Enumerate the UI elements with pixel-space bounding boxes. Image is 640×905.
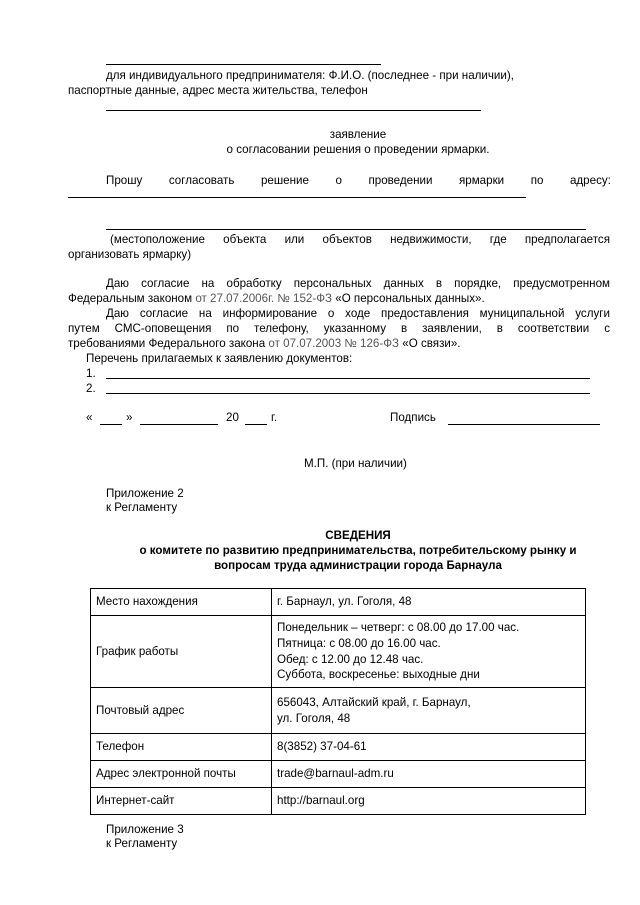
row-key: Почтовый адрес [91,688,272,734]
row-value-line: Пятница: с 08.00 до 16.00 час. [277,636,441,650]
request-word: решение [260,174,309,187]
law-reference: от 27.07.2006г. № 152-ФЗ [195,292,333,305]
row-value-line: г. Барнаул, ул. Гоголя, 48 [277,595,412,609]
row-value [272,589,586,616]
appendix2-line1: Приложение 2 [106,487,184,500]
appendix3-line2: к Регламенту [106,837,178,850]
row-value [272,788,586,815]
row-value-line: 8(3852) 37-04-61 [277,740,367,754]
document-item-number: 2. [86,382,96,395]
request-word: по [530,174,544,187]
appendix2-line2: к Регламенту [106,501,178,514]
documents-heading: Перечень прилагаемых к заявлению документов: [86,352,353,365]
table-row [91,616,586,688]
request-line [106,173,611,188]
row-value-line: Суббота, воскресенье: выходные дни [277,668,480,682]
request-word: ярмарки [458,174,505,187]
stamp-note: М.П. (при наличии) [304,457,407,470]
request-word: о [335,174,342,187]
row-value [272,761,586,788]
date-year-suffix: г. [271,411,278,424]
website-link[interactable]: http://barnaul.org [277,794,365,808]
document-item-line [106,378,590,379]
law-reference: от 07.07.2003 № 126-ФЗ [268,337,400,350]
table-row [91,589,586,616]
date-close-quote: » [126,411,133,424]
request-word: адресу: [569,174,611,187]
request-word: Прошу [106,174,143,187]
document-item-line [106,393,590,394]
row-value [272,734,586,761]
applicant-caption-line2: паспортные данные, адрес места жительства, телефон [68,84,368,97]
row-key: Адрес электронной почты [91,761,272,788]
consent-info-line2: путем СМС-оповещения по телефону, указанному в заявлении, в соответствии с [68,322,610,335]
request-word: согласовать [168,174,235,187]
law-title: «О персональных данных». [335,292,485,305]
signature-line [448,424,600,425]
location-note-line1: (местоположение объекта или объектов недвижимости, где предполагается [110,233,610,246]
statement-title: заявление [329,128,387,141]
row-value [272,688,586,734]
table-row [91,734,586,761]
law-text: Федеральным законом [68,292,193,305]
table-row [91,761,586,788]
row-key: Интернет-сайт [91,788,272,815]
address-line-1 [68,197,526,198]
row-key: Телефон [91,734,272,761]
statement-subtitle: о согласовании решения о проведении ярмарки. [226,143,490,156]
consent-personal-line2 [68,291,485,306]
email-link[interactable]: trade@barnaul-adm.ru [277,767,394,781]
row-key: График работы [91,616,272,688]
signature-label: Подпись [390,411,436,424]
info-title: СВЕДЕНИЯ [325,529,391,542]
row-value-line: ул. Гоголя, 48 [277,711,351,725]
info-table [90,588,586,815]
law-text: требованиями Федерального закона [68,337,266,350]
table-row [91,788,586,815]
request-word: проведении [368,174,433,187]
consent-info-line3 [68,336,461,351]
location-note-line2: организовать ярмарку) [68,248,192,261]
document-item-number: 1. [86,367,96,380]
applicant-caption-line1: для индивидуального предпринимателя: Ф.И.О. (последнее - при наличии), [106,69,514,82]
consent-personal-line1: Даю согласие на обработку персональных данных в порядке, предусмотренном [106,277,610,290]
info-subtitle-line1: о комитете по развитию предпринимательства, потребительскому рынку и [139,544,577,557]
date-year-line [245,424,267,425]
row-value [272,616,586,688]
row-value-line: 656043, Алтайский край, г. Барнаул, [277,695,471,709]
date-month-line [140,424,218,425]
row-value-line: Обед: с 12.00 до 12.48 час. [277,652,424,666]
consent-info-line1: Даю согласие на информирование о ходе предоставления муниципальной услуги [106,307,610,320]
row-key: Место нахождения [91,589,272,616]
address-line-2 [106,229,586,230]
row-value-line: Понедельник – четверг: с 08.00 до 17.00 час. [277,621,520,635]
applicant-extra-line [106,110,481,111]
date-day-line [100,424,122,425]
date-open-quote: « [86,411,93,424]
law-title: «О связи». [402,337,461,350]
appendix3-line1: Приложение 3 [106,823,184,836]
info-subtitle-line2: вопросам труда администрации города Барнаула [214,559,502,572]
date-year-prefix: 20 [226,411,239,424]
table-row [91,688,586,734]
applicant-name-line [106,64,381,65]
